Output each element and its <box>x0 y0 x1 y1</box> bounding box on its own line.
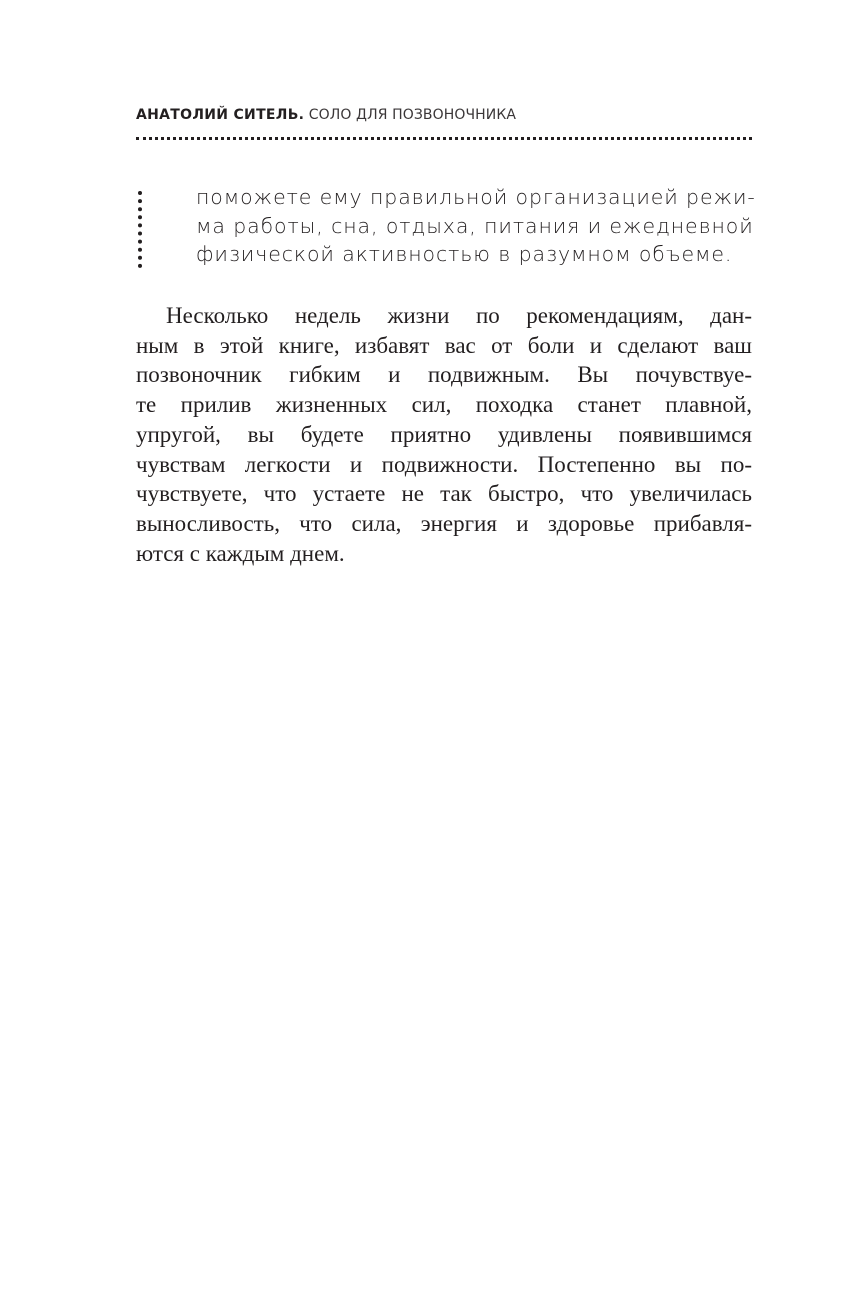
body-line: позвоночник гибким и подвижным. Вы почувствуе- <box>136 362 752 388</box>
quote-dotted-bar <box>138 191 142 268</box>
quote-line: физической активностью в разумном объеме. <box>196 242 733 266</box>
body-line: ным в этой книге, избавят вас от боли и сделают ваш <box>136 332 752 358</box>
body-paragraph <box>136 301 752 568</box>
body-line: Несколько недель жизни по рекомендациям, дан- <box>166 303 752 328</box>
body-line: чувствуете, что устаете не так быстро, что увеличилась <box>136 481 752 507</box>
body-line: ются с каждым днем. <box>136 540 345 566</box>
author-name: АНАТОЛИЙ СИТЕЛЬ. <box>136 107 305 123</box>
body-line: упругой, вы будете приятно удивлены появившимся <box>136 421 752 447</box>
quote-line: ма работы, сна, отдыха, питания и ежедневной <box>196 213 754 238</box>
running-head <box>136 106 756 124</box>
body-line: выносливость, что сила, энергия и здоровье прибавля- <box>136 510 752 536</box>
book-title: СОЛО ДЛЯ ПОЗВОНОЧНИКА <box>308 107 517 123</box>
body-line: чувствам легкости и подвижности. Постепенно вы по- <box>136 451 752 477</box>
body-line: те прилив жизненных сил, походка станет плавной, <box>136 392 752 418</box>
quote-line: поможете ему правильной организацией режи- <box>196 185 756 209</box>
header-dotted-rule <box>136 137 752 140</box>
highlighted-quote <box>196 183 756 269</box>
